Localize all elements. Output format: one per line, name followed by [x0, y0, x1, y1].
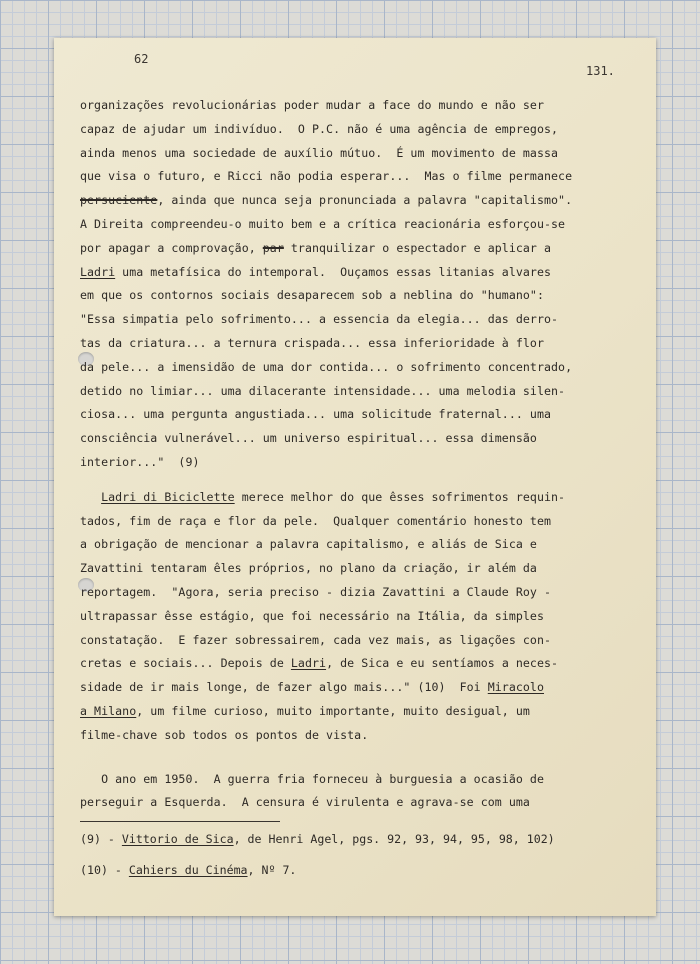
text-run: (10) - — [80, 863, 129, 877]
footnote-9 — [80, 832, 555, 846]
paragraph-gap — [80, 475, 620, 486]
text-line — [80, 791, 620, 815]
underlined-title: Ladri — [80, 264, 116, 279]
text-line — [80, 629, 620, 653]
text-run: sidade de ir mais longe, de fazer algo mais..." (10) Foi — [80, 680, 488, 695]
text-line — [80, 261, 620, 285]
underlined-title: a Milano — [80, 703, 137, 718]
page-number-right: 131. — [586, 64, 615, 78]
text-line — [80, 676, 620, 700]
text-line — [80, 142, 620, 166]
text-run: organizações revolucionárias poder mudar a face do mundo e não ser — [80, 98, 544, 112]
text-run: constatação. E fazer sobressairem, cada vez mais, as ligações con- — [80, 632, 552, 647]
text-run: , de Henri Agel, pgs. 92, 93, 94, 95, 98, 102) — [233, 832, 555, 846]
footnote-rule — [80, 821, 280, 822]
text-run: ultrapassar êsse estágio, que foi necessário na Itália, da simples — [80, 608, 544, 623]
text-run: reportagem. "Agora, seria preciso - dizia Zavattini a Claude Roy - — [80, 584, 552, 599]
text-run: cretas e sociais... Depois de — [80, 656, 291, 671]
text-line — [80, 213, 620, 237]
text-run: em que os contornos sociais desaparecem sob a neblina do "humano": — [80, 288, 544, 303]
text-run: que visa o futuro, e Ricci não podia esperar... Mas o filme permanece — [80, 169, 573, 184]
text-run: (9) - — [80, 832, 122, 846]
text-line — [80, 403, 620, 427]
text-line — [80, 605, 620, 629]
text-run: perseguir a Esquerda. A censura é virulenta e agrava-se com uma — [80, 795, 530, 810]
text-line — [80, 94, 620, 118]
text-line — [80, 237, 620, 261]
text-run: filme-chave sob todos os pontos de vista. — [80, 727, 369, 742]
text-run: Zavattini tentaram êles próprios, no plano da criação, ir além da — [80, 561, 537, 576]
text-run: , Nº 7. — [247, 863, 297, 877]
body-text — [80, 94, 620, 815]
text-run: O ano em 1950. A guerra fria forneceu à burguesia a ocasião de — [80, 771, 544, 786]
text-line — [80, 427, 620, 451]
text-run: , ainda que nunca seja pronunciada a palavra "capitalismo". — [157, 193, 573, 208]
text-run: tranquilizar o espectador e aplicar a — [283, 240, 552, 255]
text-line — [80, 118, 620, 142]
text-run: por apagar a comprovação, — [80, 240, 263, 255]
text-line — [80, 165, 620, 189]
text-run: da pele... a imensidão de uma dor contida... o sofrimento concentrado, — [80, 359, 573, 374]
underlined-title: Vittorio de Sica — [121, 832, 234, 846]
text-line — [80, 768, 620, 792]
paragraph-gap — [80, 748, 620, 768]
text-run: detido no limiar... uma dilacerante intensidade... uma melodia silen- — [80, 383, 566, 398]
text-run: ciosa... uma pergunta angustiada... uma solicitude fraternal... uma — [80, 407, 552, 422]
text-run: merece melhor do que êsses sofrimentos requin- — [234, 489, 566, 504]
text-line — [80, 308, 620, 332]
underlined-title: Cahiers du Cinéma — [128, 863, 248, 877]
underlined-title: Ladri di Biciclette — [101, 489, 235, 504]
text-run: , um filme curioso, muito importante, muito desigual, um — [136, 703, 530, 718]
text-run: ainda menos uma sociedade de auxílio mútuo. É um movimento de massa — [80, 145, 559, 160]
text-line — [80, 332, 620, 356]
text-run: interior..." (9) — [80, 454, 200, 469]
text-line — [80, 284, 620, 308]
text-run — [80, 490, 101, 504]
text-run: a obrigação de mencionar a palavra capitalismo, e aliás de Sica e — [80, 537, 537, 552]
text-run: , de Sica e eu sentíamos a neces- — [326, 656, 559, 671]
text-run: uma metafísica do intemporal. Ouçamos essas litanias alvares — [115, 264, 552, 279]
text-run: capaz de ajudar um indivíduo. O P.C. não é uma agência de empregos, — [80, 121, 559, 136]
text-line — [80, 581, 620, 605]
struck-out-text: persuciente — [80, 193, 158, 208]
text-run: tados, fim de raça e flor da pele. Qualquer comentário honesto tem — [80, 513, 552, 528]
text-run: A Direita compreendeu-o muito bem e a crítica reacionária esforçou-se — [80, 216, 566, 231]
text-run: tas da criatura... a ternura crispada... essa inferioridade à flor — [80, 335, 544, 350]
text-line — [80, 486, 620, 510]
text-line — [80, 451, 620, 475]
text-run: "Essa simpatia pelo sofrimento... a essencia da elegia... das derro- — [80, 312, 559, 327]
struck-out-text: par — [262, 240, 284, 255]
text-line — [80, 652, 620, 676]
text-line — [80, 510, 620, 534]
underlined-title: Ladri — [290, 656, 327, 671]
text-line — [80, 189, 620, 213]
text-line — [80, 557, 620, 581]
footnote-10 — [80, 863, 296, 877]
text-run: consciência vulnerável... um universo espiritual... essa dimensão — [80, 431, 537, 446]
underlined-title: Miracolo — [487, 680, 544, 695]
page-number-left: 62 — [134, 52, 149, 66]
text-line — [80, 380, 620, 404]
text-line — [80, 724, 620, 748]
text-line — [80, 533, 620, 557]
text-line — [80, 700, 620, 724]
text-line — [80, 356, 620, 380]
